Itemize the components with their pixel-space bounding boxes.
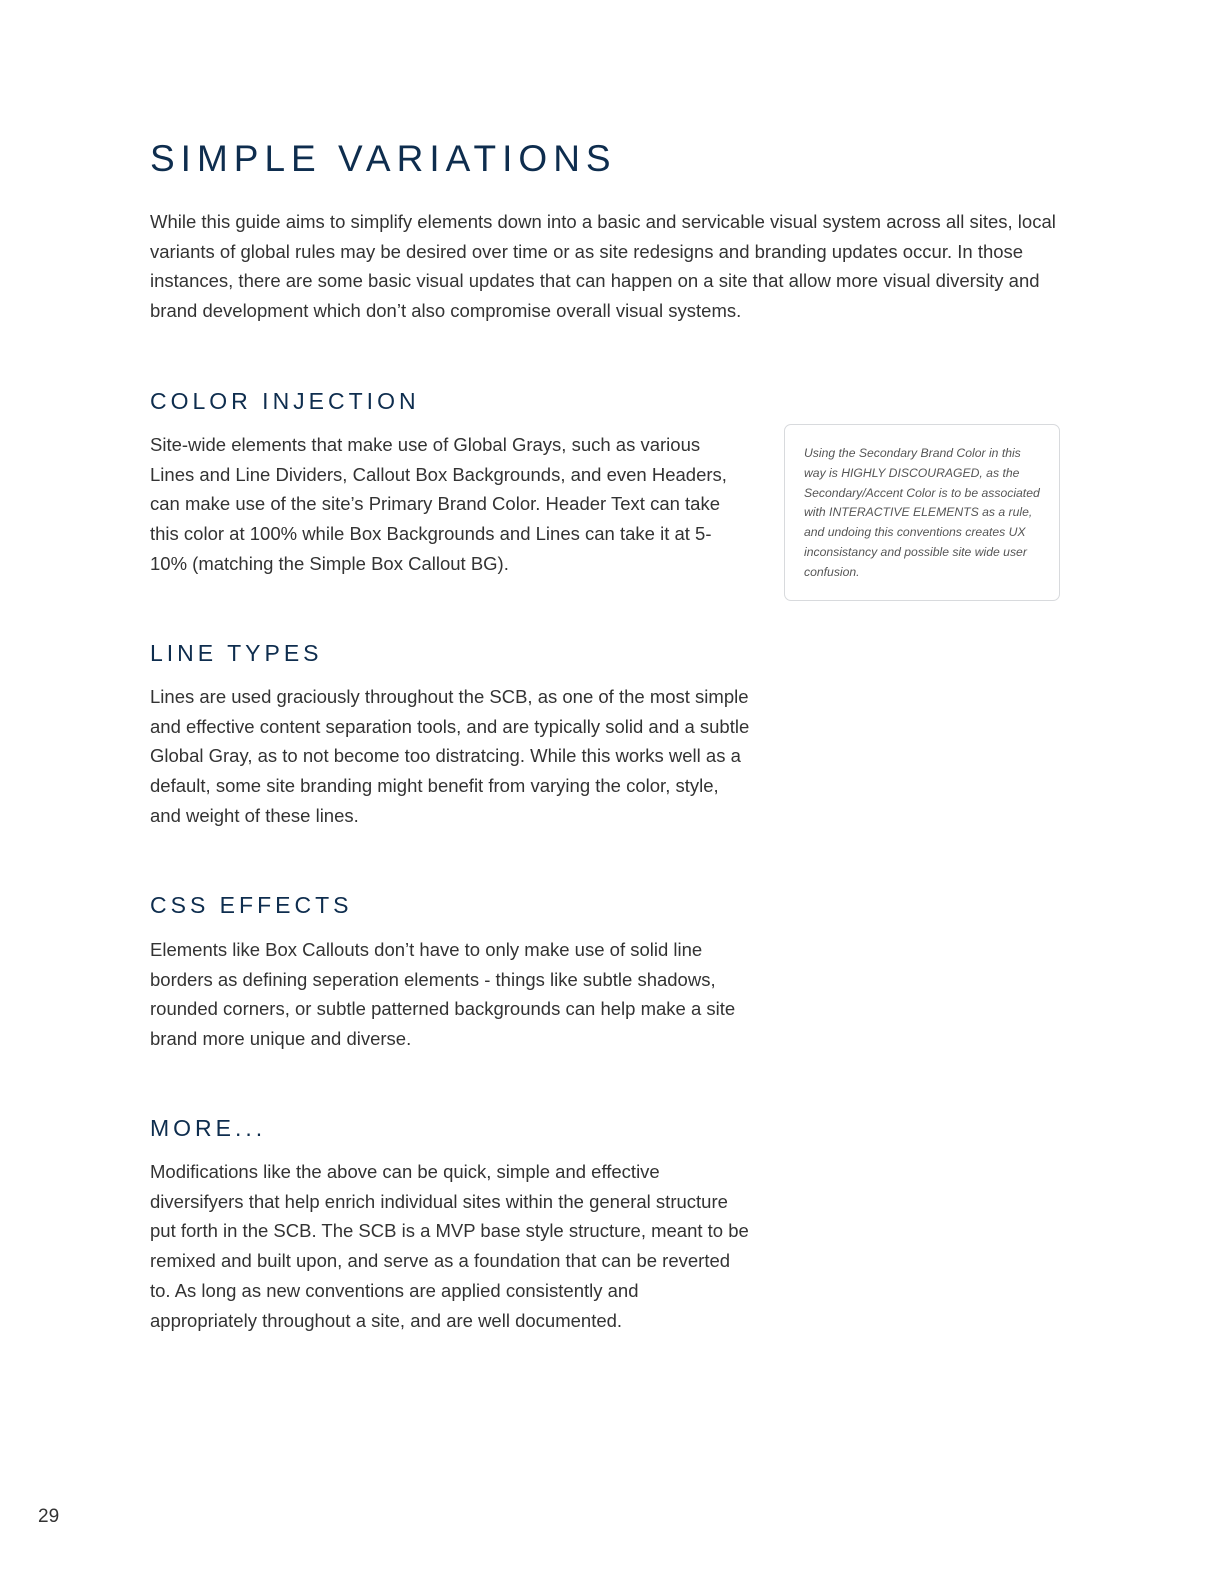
page-number: 29 bbox=[38, 1506, 60, 1527]
intro-paragraph: While this guide aims to simplify elements down into a basic and servicable visual system across all sites, local variants of global rules may be desired over time or as site redesigns and branding updates occur. In those instances, there are some basic visual updates that can happen on a site that allow more visual diversity and brand development which don’t also compromise overall visual systems. bbox=[150, 211, 1056, 322]
section-body-color-injection: Site-wide elements that make use of Global Grays, such as various Lines and Line Dividers, Callout Box Backgrounds, and even Headers, can make use of the site’s Primary Brand Color. Header Text can take this color at 100% while Box Backgrounds and Lines can take it at 5-10% (matching the Simple Box Callout BG). bbox=[150, 434, 727, 574]
callout-text: Using the Secondary Brand Color in this way is HIGHLY DISCOURAGED, as the Secondary/Accent Color is to be associated with INTERACTIVE ELEMENTS as a rule, and undoing this conventions creates UX inconsistancy and possible site wide user confusion. bbox=[804, 446, 1040, 579]
section-heading-color-injection: COLOR INJECTION bbox=[150, 388, 420, 414]
section-body-more: Modifications like the above can be quick, simple and effective diversifyers that help enrich individual sites within the general structure put forth in the SCB. The SCB is a MVP base style structure, meant to be remixed and built upon, and serve as a foundation that can be reverted to. As long as new conventions are applied consistently and appropriately throughout a site, and are well documented. bbox=[150, 1161, 749, 1331]
section-heading-css-effects: CSS EFFECTS bbox=[150, 892, 353, 918]
section-heading-line-types: LINE TYPES bbox=[150, 640, 323, 666]
section-heading-more: MORE... bbox=[150, 1115, 267, 1141]
section-body-css-effects: Elements like Box Callouts don’t have to only make use of solid line borders as defining seperation elements - things like subtle shadows, rounded corners, or subtle patterned backgrounds can help make a site brand more unique and diverse. bbox=[150, 939, 736, 1050]
page-title: SIMPLE VARIATIONS bbox=[150, 138, 617, 179]
section-body-line-types: Lines are used graciously throughout the SCB, as one of the most simple and effective content separation tools, and are typically solid and a subtle Global Gray, as to not become too distratcing. While this works well as a default, some site branding might benefit from varying the color, style, and weight of these lines. bbox=[150, 686, 750, 826]
callout-box bbox=[784, 424, 1060, 601]
